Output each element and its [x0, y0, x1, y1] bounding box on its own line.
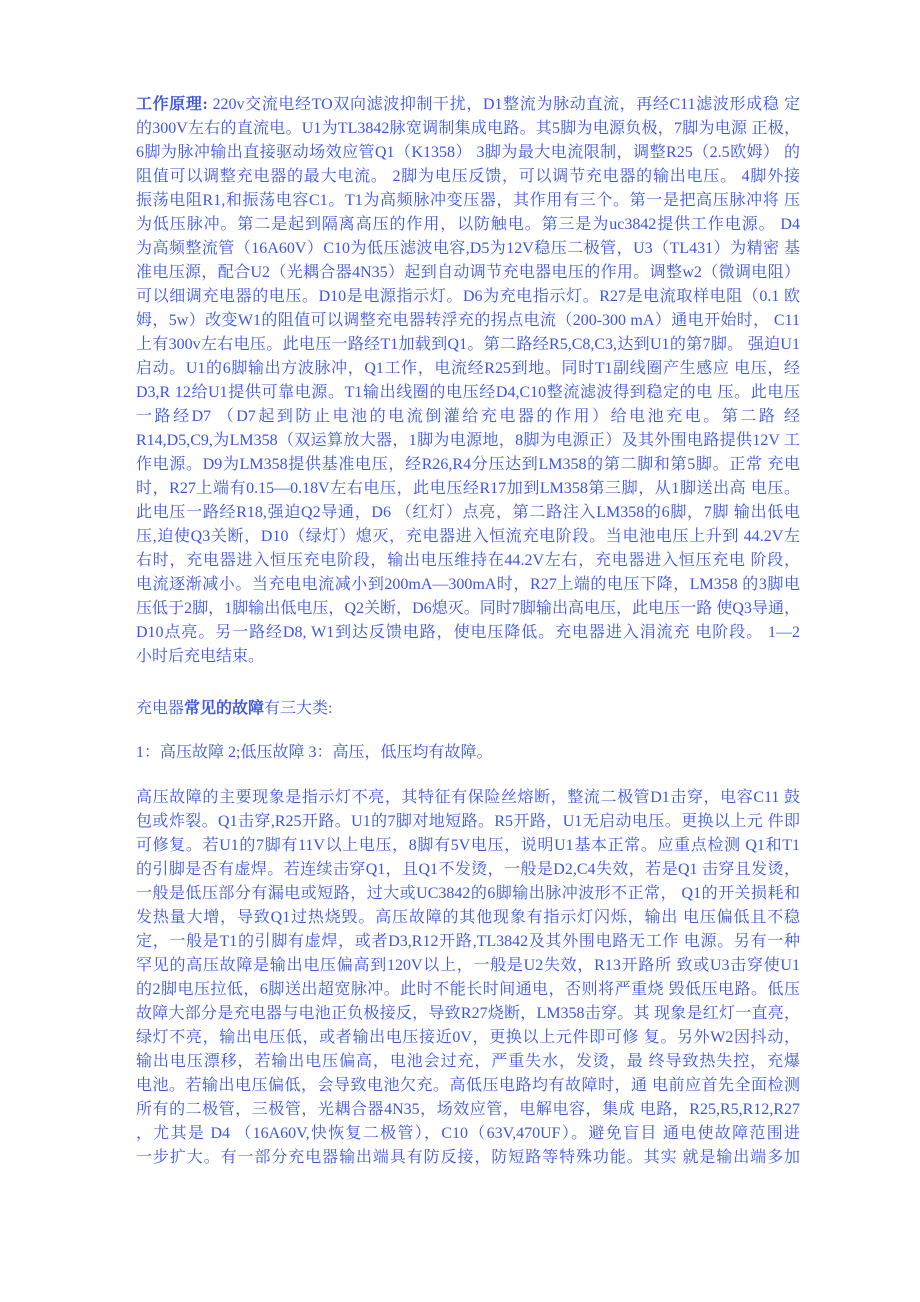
text-line: 的300V左右的直流电。U1为TL3842脉宽调制集成电路。其5脚为电源负极，7脚为电源 正极， — [136, 120, 800, 137]
text-line: 为低压脉冲。第二是起到隔离高压的作用，以防触电。第三是为uc3842提供工作电源。 D4 — [136, 216, 800, 233]
text-line: 一路经D7 （D7起到防止电池的电流倒灌给充电器的作用）给电池充电。第二路 经 — [136, 408, 800, 425]
text-line: 电流逐渐减小。当充电电流减小到200mA—300mA时，R27上端的电压下降，LM358 的3脚电 — [136, 576, 800, 593]
text-line: 压低于2脚，1脚输出低电压，Q2关断，D6熄灭。同时7脚输出高电压，此电压一路 使Q3导通， — [136, 600, 800, 617]
text-line: 此电压一路经R18,强迫Q2导通，D6 （红灯）点亮，第二路注入LM358的6脚，7脚 输出低电 — [136, 504, 800, 521]
text-span-bold: 常见的故障 — [184, 700, 265, 717]
text-line: 定，一般是T1的引脚有虚焊，或者D3,R12开路,TL3842及其外围电路无工作 电源。另有一种 — [136, 933, 800, 950]
text-line: ，尤其是 D4 （16A60V,快恢复二极管），C10（63V,470UF）。避免盲目 通电使故障范围进 — [136, 1125, 800, 1142]
text-line: 1：高压故障 2;低压故障 3：高压，低压均有故障。 — [136, 744, 493, 761]
text-line: 作电源。D9为LM358提供基准电压，经R26,R4分压达到LM358的第二脚和第5脚。正常 充电 — [136, 456, 800, 473]
text-line — [136, 93, 800, 117]
text-line: 上有300v左右电压。此电压一路经T1加载到Q1。第二路经R5,C8,C3,达到U1的第7脚。 强迫U1 — [136, 336, 800, 353]
text-line: 绿灯不亮，输出电压低，或者输出电压接近0V，更换以上元件即可修 复。另外W2因抖动， — [136, 1029, 800, 1046]
text-span: 充电器 — [136, 700, 185, 717]
text-line: 可以细调充电器的电压。D10是电源指示灯。D6为充电指示灯。R27是电流取样电阻（0.1 欧 — [136, 288, 800, 305]
text-span: 220v交流电经TO双向滤波抑制干扰，D1整流为脉动直流，再经C11滤波形成稳 定 — [207, 96, 800, 113]
text-line: R14,D5,C9,为LM358（双运算放大器，1脚为电源地，8脚为电源正）及其外围电路提供12V 工 — [136, 432, 800, 449]
text-line: 准电压源，配合U2（光耦合器4N35）起到自动调节充电器电压的作用。调整w2（微调电阻） — [136, 264, 800, 281]
text-line: 时，R27上端有0.15—0.18V左右电压，此电压经R17加到LM358第三脚，从1脚送出高 电压。 — [136, 480, 800, 497]
text-line: 罕见的高压故障是输出电压偏高到120V以上，一般是U2失效，R13开路所 致或U3击穿使U1 — [136, 957, 800, 974]
text-line: 的引脚是否有虚焊。若连续击穿Q1，且Q1不发烫，一般是D2,C4失效，若是Q1 击穿且发烫， — [136, 861, 800, 878]
text-line: 姆，5w）改变W1的阻值可以调整充电器转浮充的拐点电流（200-300 mA）通电开始时， C11 — [136, 312, 800, 329]
text-line: D3,R 12给U1提供可靠电源。T1输出线圈的电压经D4,C10整流滤波得到稳定的电 压。此电压 — [136, 384, 800, 401]
text-line: 高压故障的主要现象是指示灯不亮，其特征有保险丝熔断，整流二极管D1击穿，电容C11 鼓 — [136, 789, 800, 806]
text-line: 所有的二极管，三极管，光耦合器4N35，场效应管，电解电容，集成 电路，R25,R5,R12,R27 — [136, 1101, 800, 1118]
text-line: 可修复。若U1的7脚有11V以上电压，8脚有5V电压，说明U1基本正常。应重点检测 Q1和T1 — [136, 837, 800, 854]
text-line — [136, 697, 800, 721]
paragraph-fault-description — [136, 786, 800, 1170]
fault-types — [136, 741, 800, 765]
text-line: 右时，充电器进入恒压充电阶段，输出电压维持在44.2V左右，充电器进入恒压充电 阶段， — [136, 552, 800, 569]
text-line: 一步扩大。有一部分充电器输出端具有防反接，防短路等特殊功能。其实 就是输出端多加 — [136, 1149, 800, 1166]
text-line: 振荡电阻R1,和振荡电容C1。T1为高频脉冲变压器，其作用有三个。第一是把高压脉冲将 压 — [136, 192, 800, 209]
text-line: 故障大部分是充电器与电池正负极接反，导致R27烧断，LM358击穿。其 现象是红灯一直亮， — [136, 1005, 800, 1022]
text-span: 有三大类: — [264, 700, 333, 717]
fault-heading — [136, 697, 800, 721]
text-line: 压,迫使Q3关断，D10（绿灯）熄灭，充电器进入恒流充电阶段。当电池电压上升到 44.2V左 — [136, 528, 800, 545]
text-line: 输出电压漂移，若输出电压偏高，电池会过充，严重失水，发烫，最 终导致热失控，充爆 — [136, 1053, 800, 1070]
text-line: 一般是低压部分有漏电或短路，过大或UC3842的6脚输出脉冲波形不正常， Q1的开关损耗和 — [136, 885, 800, 902]
text-line: D10点亮。另一路经D8, W1到达反馈电路，使电压降低。充电器进入涓流充 电阶段。 1—2 — [136, 624, 800, 641]
text-line: 为高频整流管（16A60V）C10为低压滤波电容,D5为12V稳压二极管，U3（TL431）为精密 基 — [136, 240, 800, 257]
text-line: 6脚为脉冲输出直接驱动场效应管Q1（K1358） 3脚为最大电流限制，调整R25（2.5欧姆） 的 — [136, 144, 800, 161]
text-line: 启动。U1的6脚输出方波脉冲，Q1工作，电流经R25到地。同时T1副线圈产生感应 电压，经 — [136, 360, 800, 377]
text-line: 小时后充电结束。 — [136, 648, 265, 665]
section-lead: 工作原理: — [136, 96, 208, 113]
text-line: 发热量大增，导致Q1过热烧毁。高压故障的其他现象有指示灯闪烁，输出 电压偏低且不稳 — [136, 909, 800, 926]
paragraph-working-principle — [136, 93, 800, 669]
text-line: 电池。若输出电压偏低，会导致电池欠充。高低压电路均有故障时，通 电前应首先全面检测 — [136, 1077, 800, 1094]
text-line: 的2脚电压拉低，6脚送出超宽脉冲。此时不能长时间通电，否则将严重烧 毁低压电路。低压 — [136, 981, 800, 998]
text-line: 阻值可以调整充电器的最大电流。 2脚为电压反馈，可以调节充电器的输出电压。 4脚外接 — [136, 168, 800, 185]
text-line: 包或炸裂。Q1击穿,R25开路。U1的7脚对地短路。R5开路，U1无启动电压。更换以上元 件即 — [136, 813, 800, 830]
